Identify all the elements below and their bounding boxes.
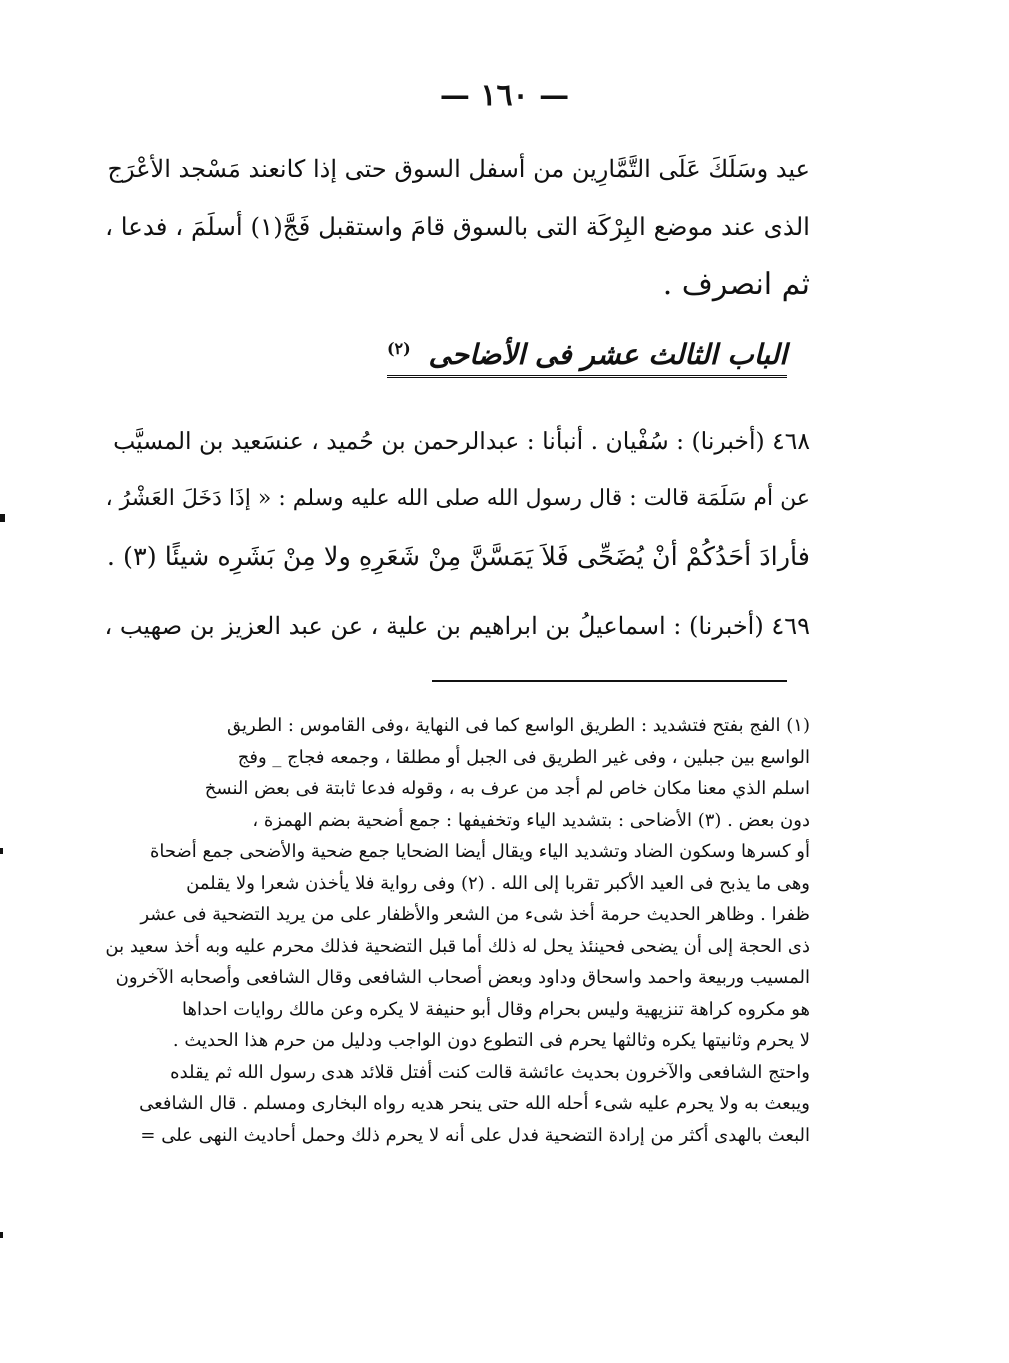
scan-margin-mark [0, 848, 3, 854]
footnote-divider [432, 680, 787, 682]
footnote-line: المسيب وربيعة واحمد واسحاق وداود وبعض أصحاب الشافعى وقال الشافعى وأصحابه الآخرون [115, 967, 810, 988]
chapter-heading [387, 338, 787, 378]
hadith-468 [100, 412, 810, 586]
footnote-line: لا يحرم وثانيتها يكره وثالثها يحرم فى التطوع دون الواجب ودليل من حرم هذا الحديث . [172, 1030, 810, 1051]
footnote-line: (١) الفج بفتح فتشديد : الطريق الواسع كما فى النهاية ،وفى القاموس : الطريق [227, 715, 810, 736]
footnote-line: البعث بالهدى أكثر من إرادة التضحية فدل على أنه لا يحرم ذلك وحمل أحاديث النهى على = [140, 1124, 810, 1146]
footnote-line: دون بعض . (٣) الأضاحى : بتشديد الياء وتخفيفها : جمع أضحية بضم الهمزة ، [252, 809, 810, 831]
chapter-heading-text: الباب الثالث عشر فى الأضاحى [428, 338, 787, 371]
intro-paragraph [100, 140, 810, 314]
scan-margin-mark [0, 514, 5, 522]
footnote-line: أو كسرها وسكون الضاد وتشديد الياء ويقال أيضا الضحايا جمع ضحية والأضحى جمع أضحاة [149, 841, 810, 862]
footnote-line: ظفرا . وظاهر الحديث حرمة أخذ شىء من الشعر والأظفار على من يريد التضحية فى عشر [140, 904, 810, 925]
footnote-line: ذى الحجة إلى أن يضحى فحينئذ يحل له ذلك أما قبل التضحية فذلك محرم عليه وبه أخذ سعيد بن [105, 935, 810, 957]
text-line: ثم انصرف . [662, 267, 810, 302]
hadith-469 [100, 597, 810, 655]
text-line: الذى عند موضع البِرْكَة التى بالسوق قامَ واستقبل فَجَّ(١) أسلَمَ ، فدعا ، [105, 212, 810, 241]
scan-margin-mark [0, 1232, 3, 1238]
footnote-line: ويبعث به ولا يحرم عليه شىء أحله الله حتى ينحر هديه رواه البخارى ومسلم . قال الشافعى [139, 1093, 810, 1114]
text-line: ٤٦٨ (أخبرنا) : سُفْيان . أنبأنا : عبدالرحمن بن حُميد ، عنسَعيد بن المسيَّب [113, 427, 810, 455]
footnote-line: هو مكروه كراهة تنزيهية وليس بحرام وقال أبو حنيفة لا يكره وعن مالك روايات احداها [182, 998, 810, 1020]
footnote-line: اسلم الذي معنا مكان خاص لم أجد من عرف به ، وقوله فدعا ثابتة فى بعض النسخ [204, 778, 810, 799]
text-line: ٤٦٩ (أخبرنا) : اسماعيلُ بن ابراهيم بن علية ، عن عبد العزيز بن صهيب ، [104, 612, 810, 640]
heading-footnote-ref: (٢) [386, 338, 411, 358]
footnote-line: الواسع بين جبلين ، وفى غير الطريق فى الجبل أو مطلقا ، وجمعه فجاج _ وفج [237, 746, 810, 768]
footnote-line: وهى ما يذبح فى العيد الأكبر تقربا إلى الله . (٢) وفى رواية فلا يأخذن شعرا ولا يقلمن [186, 872, 810, 894]
text-line: فأرادَ أحَدُكُمْ أنْ يُضَحِّى فَلاَ يَمَسَّنَّ مِنْ شَعَرِهِ ولا مِنْ بَشَرِه شيئًا (٣) . [106, 542, 810, 572]
footnotes [100, 710, 810, 1151]
footnote-line: واحتج الشافعى والآخرون بحديث عائشة قالت كنت أفتل قلائد هدى رسول الله ثم يقلده [170, 1061, 810, 1083]
text-line: عيد وسَلَكَ عَلَى التَّمَّارِين من أسفل السوق حتى إذا كانعند مَسْجد الأعْرَج [107, 155, 810, 183]
text-line: عن أم سَلَمَة قالت : قال رسول الله صلى الله عليه وسلم : « إذَا دَخَلَ العَشْرُ ، [105, 486, 810, 511]
page-number: — ١٦٠ — [439, 78, 570, 113]
